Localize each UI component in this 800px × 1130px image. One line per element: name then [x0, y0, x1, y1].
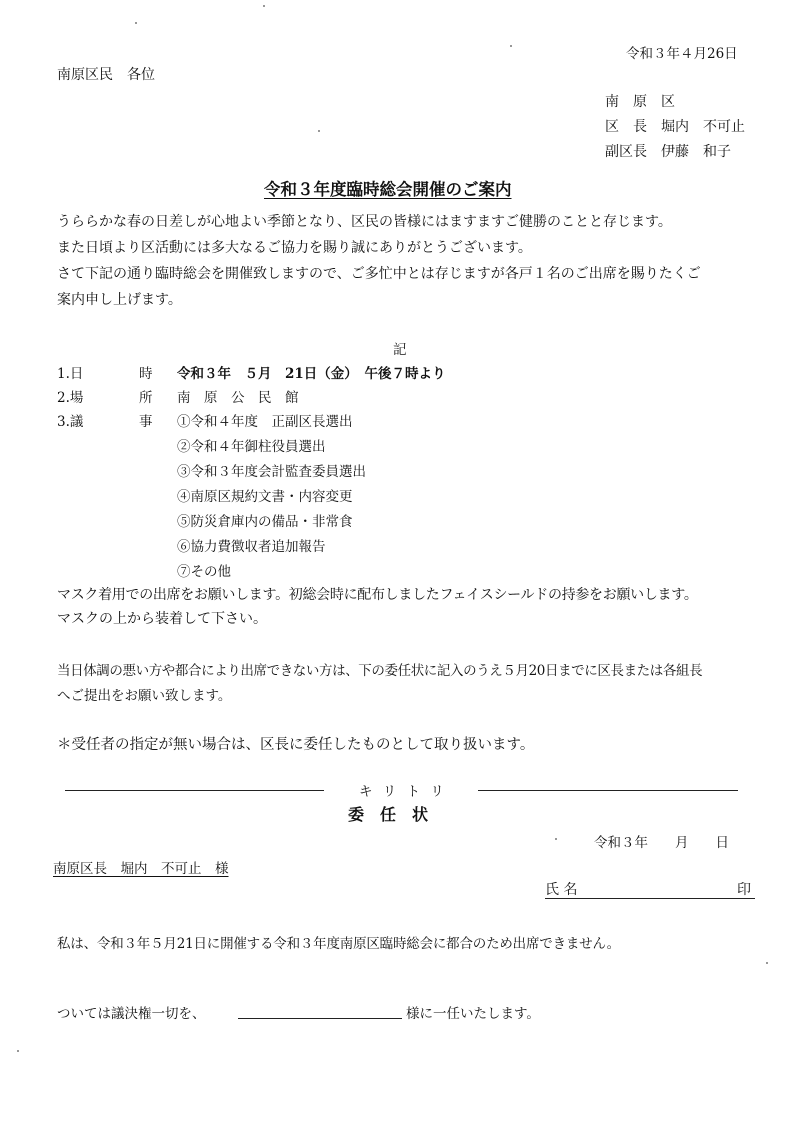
scan-speck: [318, 130, 320, 132]
note-mask-1: マスク着用での出席をお願いします。初総会時に配布しましたフェイスシールドの持参をお願いします。: [57, 587, 698, 603]
scan-speck: [766, 962, 768, 964]
delegate-suffix: 様に一任いたします。: [406, 1006, 540, 1022]
name-label: 氏 名: [545, 882, 578, 898]
agenda-item: ⑥協力費徴収者追加報告: [177, 539, 326, 555]
delegate-prefix: ついては議決権一切を、: [57, 1006, 206, 1022]
sender-vice: 副区長 伊藤 和子: [605, 144, 731, 160]
agenda-item: ④南原区規約文書・内容変更: [177, 489, 353, 505]
proxy-title: 委 任 状: [348, 805, 429, 824]
intro-line-2: また日頃より区活動には多大なるご協力を賜り誠にありがとうございます。: [57, 240, 532, 256]
delegate-name-field-line[interactable]: [238, 1018, 402, 1019]
ki-marker: 記: [393, 342, 407, 358]
scan-speck: [263, 5, 265, 7]
scan-speck: [510, 45, 512, 47]
detail-agenda: [57, 410, 353, 430]
note-absent-1: 当日体調の悪い方や都合により出席できない方は、下の委任状に記入のうえ５月20日までに区長または各組長: [57, 663, 703, 679]
note-default-delegate: ＊受任者の指定が無い場合は、区長に委任したものとして取り扱います。: [57, 737, 535, 753]
name-field-line[interactable]: [545, 898, 755, 899]
agenda-item: ①令和４年度 正副区長選出: [177, 414, 353, 430]
detail-place-value: 南 原 公 民 館: [177, 390, 299, 406]
detail-datetime-label: 1.日 時: [57, 366, 153, 382]
scan-speck: [17, 1050, 19, 1052]
scan-speck: [555, 838, 557, 840]
intro-line-1: うららかな春の日差しが心地よい季節となり、区民の皆様にはますますご健勝のことと存じます。: [57, 214, 672, 230]
agenda-item: ②令和４年御柱役員選出: [177, 439, 326, 455]
proxy-statement: 私は、令和３年５月21日に開催する令和３年度南原区臨時総会に都合のため出席できません。: [57, 936, 620, 952]
cutline-label: キ リ ト リ: [359, 784, 447, 800]
agenda-item: ⑤防災倉庫内の備品・非常食: [177, 514, 353, 530]
recipient: 南原区民 各位: [57, 67, 155, 83]
proxy-addressee: 南原区長 堀内 不可止 様: [53, 861, 229, 877]
detail-place-label: 2.場 所: [57, 390, 153, 406]
issue-date: 令和３年４月26日: [626, 46, 738, 62]
cutline-left: [65, 790, 324, 791]
detail-place: [57, 386, 299, 406]
note-absent-2: へご提出をお願い致します。: [57, 688, 232, 704]
detail-datetime: [57, 362, 446, 382]
agenda-item: ③令和３年度会計監査委員選出: [177, 464, 366, 480]
note-mask-2: マスクの上から装着して下さい。: [57, 611, 267, 627]
detail-datetime-value: 令和３年 ５月 21日（金） 午後７時より: [177, 366, 446, 382]
cutline-right: [478, 790, 738, 791]
sender-org: 南 原 区: [605, 94, 675, 110]
document-title: 令和３年度臨時総会開催のご案内: [264, 180, 512, 199]
intro-line-3: さて下記の通り臨時総会を開催致しますので、ご多忙中とは存じますが各戸１名のご出席を賜りたくご: [57, 266, 701, 282]
intro-line-4: 案内申し上げます。: [57, 292, 182, 308]
scan-speck: [135, 22, 137, 24]
detail-agenda-label: 3.議 事: [57, 414, 153, 430]
seal-label: 印: [737, 882, 751, 898]
agenda-item: ⑦その他: [177, 564, 231, 580]
sender-chief: 区 長 堀内 不可止: [605, 119, 745, 135]
proxy-date: 令和３年 月 日: [594, 835, 729, 851]
